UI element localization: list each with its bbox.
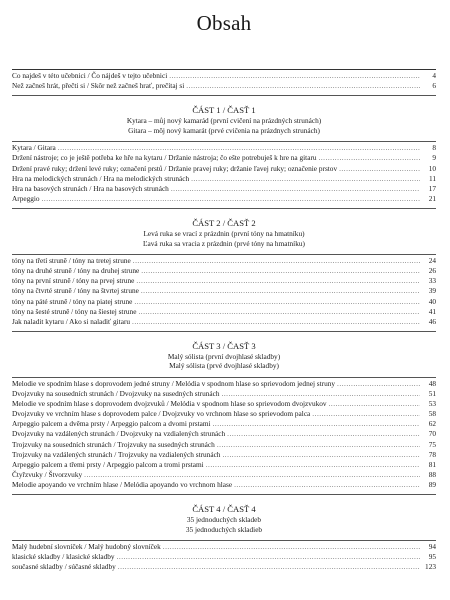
toc-entry[interactable] <box>12 419 436 429</box>
entry-label: Arpeggio palcem a dvěma prsty / Arpeggio palcom a dvomi prstami <box>12 419 211 429</box>
entry-page: 70 <box>428 429 436 439</box>
section-divider <box>12 254 436 255</box>
toc-entry[interactable] <box>12 307 436 317</box>
section-divider <box>12 494 436 495</box>
section-divider <box>12 141 436 142</box>
entry-page: 78 <box>428 449 436 459</box>
entry-page: 33 <box>428 276 436 286</box>
section-divider <box>12 540 436 541</box>
toc-entry[interactable] <box>12 562 436 572</box>
part-heading: ČÁST 2 / ČASŤ 2 <box>192 217 256 228</box>
entry-label: tóny na čtvrté struně / tóny na štvrtej strune <box>12 286 139 296</box>
toc-entry[interactable] <box>12 153 436 163</box>
entry-label: tóny na páté struně / tóny na piatej strune <box>12 296 133 306</box>
dot-leader <box>138 307 420 317</box>
entry-label: Trojzvuky na vzdálených strunách / Trojzvuky na vzdialených strunách <box>12 449 221 459</box>
entry-page: 46 <box>428 316 436 326</box>
dot-leader <box>234 480 420 490</box>
entry-page: 88 <box>428 469 436 479</box>
toc-entry[interactable] <box>12 450 436 460</box>
entry-label: klasické skladby / klasické skladby <box>12 552 115 562</box>
toc-entry[interactable] <box>12 194 436 204</box>
entry-page: 10 <box>428 163 436 173</box>
dot-leader <box>319 153 420 163</box>
entry-label: Hra na melodických strunách / Hra na melodických strunách <box>12 173 190 183</box>
toc-entry[interactable] <box>12 470 436 480</box>
toc-entry[interactable] <box>12 542 436 552</box>
dot-leader <box>339 164 420 174</box>
dot-leader <box>222 450 420 460</box>
entry-label: Arpeggio <box>12 193 40 203</box>
dot-leader <box>133 256 420 266</box>
dot-leader <box>171 184 420 194</box>
part-3-header <box>12 340 436 371</box>
entry-page: 24 <box>428 256 436 266</box>
entry-label: současné skladby / súčasné skladby <box>12 562 116 572</box>
dot-leader <box>118 562 420 572</box>
entry-label: Čtyřzvuky / Štvorzvuky <box>12 469 83 479</box>
dot-leader <box>191 174 420 184</box>
section-divider <box>12 377 436 378</box>
dot-leader <box>337 379 420 389</box>
dot-leader <box>329 399 420 409</box>
entry-label: tóny na druhé struně / tóny na druhej strune <box>12 266 140 276</box>
part-subtitle: Kytara – můj nový kamarád (první cvičení na prázdných strunách) <box>126 116 322 126</box>
toc-entry[interactable] <box>12 164 436 174</box>
entry-page: 94 <box>428 542 436 552</box>
toc-entry[interactable] <box>12 286 436 296</box>
part-4-header <box>12 503 436 534</box>
entry-label: Trojzvuky na sousedních strunách / Trojzvuky na susedných strunách <box>12 439 215 449</box>
entry-page: 8 <box>432 143 436 153</box>
entry-label: Jak naladit kytaru / Ako si naladiť gitaru <box>12 316 131 326</box>
dot-leader <box>217 440 420 450</box>
dot-leader <box>227 429 420 439</box>
entry-page: 75 <box>428 439 436 449</box>
part-subtitle: 35 jednoduchých skladeb <box>186 515 262 524</box>
entry-label: Dvojzvuky ve vrchním hlase s doprovodem palce / Dvojzvuky vo vrchnom hlase so sprievodom palca <box>12 409 311 419</box>
entry-label: Malý hudební slovníček / Malý hudobný slovníček <box>12 542 161 552</box>
toc-entry[interactable] <box>12 389 436 399</box>
dot-leader <box>163 542 420 552</box>
page-title: Obsah <box>196 11 252 35</box>
entry-page: 41 <box>428 306 436 316</box>
toc-entry[interactable] <box>12 409 436 419</box>
dot-leader <box>213 419 420 429</box>
dot-leader <box>58 143 420 153</box>
toc-entry[interactable] <box>12 276 436 286</box>
dot-leader <box>117 552 420 562</box>
section-divider <box>12 331 436 332</box>
entry-label: Dvojzvuky na sousedních strunách / Dvojzvuky na susedných strunách <box>12 389 220 399</box>
part-subtitle: Gitara – môj nový kamarát (prvé cvičenia na prázdnych strunách) <box>128 125 320 135</box>
intro-list <box>12 71 436 91</box>
entry-label: Dvojzvuky na vzdálených strunách / Dvojzvuky na vzdialených strunách <box>12 429 226 439</box>
entry-page: 11 <box>428 173 436 183</box>
dot-leader <box>42 194 420 204</box>
entry-label: tóny na třetí struně / tóny na tretej strune <box>12 256 131 266</box>
entry-label: Než začneš hrát, přečti si / Skôr než začneš hrať, prečítaj si <box>12 81 185 91</box>
toc-entry[interactable] <box>12 256 436 266</box>
entry-label: Kytara / Gitara <box>12 143 56 153</box>
entry-label: Co najdeš v této učebnici / Čo nájdeš v tejto učebnici <box>12 71 168 80</box>
entry-page: 53 <box>428 399 436 409</box>
toc-entry[interactable] <box>12 81 436 91</box>
part-subtitle: Levá ruka se vrací z prázdnin (první tóny na hmatníku) <box>143 228 305 238</box>
dot-leader <box>312 409 420 419</box>
entry-label: Držení pravé ruky; držení levé ruky; označení prstů / Držanie pravej ruky; držanie ľavej ruky; označenie prstov <box>12 163 338 173</box>
toc-entry[interactable] <box>12 460 436 470</box>
entry-page: 95 <box>428 552 436 562</box>
section-divider <box>12 208 436 209</box>
dot-leader <box>136 276 420 286</box>
toc-entry[interactable] <box>12 71 436 81</box>
entry-label: Melodie apoyando ve vrchním hlase / Melódia apoyando vo vrchnom hlase <box>12 479 233 489</box>
entry-page: 26 <box>428 266 436 276</box>
entry-page: 58 <box>428 409 436 419</box>
toc-entry[interactable] <box>12 297 436 307</box>
part-1-list <box>12 143 436 204</box>
part-subtitle: 35 jednoduchých skladieb <box>185 524 263 534</box>
part-heading: ČÁST 4 / ČASŤ 4 <box>192 504 256 514</box>
entry-page: 123 <box>425 562 436 572</box>
entry-page: 21 <box>428 193 436 203</box>
dot-leader <box>186 81 420 91</box>
dot-leader <box>141 286 420 296</box>
entry-page: 4 <box>432 71 436 80</box>
part-subtitle: Ľavá ruka sa vracia z prázdnin (prvé tóny na hmatníku) <box>143 238 305 248</box>
toc-entry[interactable] <box>12 480 436 490</box>
entry-label: tóny na šesté struně / tóny na šiestej strune <box>12 306 137 316</box>
entry-page: 51 <box>428 389 436 399</box>
entry-label: Melodie ve spodním hlase s doprovodem jedné struny / Melódia v spodnom hlase so sprievodom jednej struny <box>12 378 336 388</box>
toc-entry[interactable] <box>12 399 436 409</box>
dot-leader <box>169 71 420 81</box>
part-heading: ČÁST 3 / ČASŤ 3 <box>192 340 256 351</box>
entry-label: Držení nástroje; co je ještě potřeba ke hře na kytaru / Držanie nástroja; čo ešte potrebuješ k hre na gitaru <box>12 153 317 163</box>
part-2-list <box>12 256 436 327</box>
top-divider <box>12 69 436 70</box>
entry-page: 6 <box>432 81 436 91</box>
part-4-list <box>12 542 436 572</box>
section-divider <box>12 95 436 96</box>
toc-entry[interactable] <box>12 379 436 389</box>
part-3-list <box>12 379 436 490</box>
toc-entry[interactable] <box>12 184 436 194</box>
toc-entry[interactable] <box>12 317 436 327</box>
part-subtitle: Malý sólista (prvé dvojhlasé skladby) <box>169 361 279 371</box>
entry-page: 62 <box>428 419 436 429</box>
entry-label: tóny na první struně / tóny na prvej strune <box>12 276 135 286</box>
dot-leader <box>206 460 420 470</box>
dot-leader <box>132 317 420 327</box>
entry-page: 40 <box>428 296 436 306</box>
dot-leader <box>222 389 420 399</box>
toc-entry[interactable] <box>12 440 436 450</box>
entry-page: 17 <box>428 183 436 193</box>
entry-page: 81 <box>428 459 436 469</box>
toc-entry[interactable] <box>12 266 436 276</box>
part-2-header <box>12 217 436 248</box>
toc-entry[interactable] <box>12 429 436 439</box>
entry-page: 89 <box>428 479 436 489</box>
dot-leader <box>141 266 420 276</box>
toc-entry[interactable] <box>12 552 436 562</box>
toc-entry[interactable] <box>12 143 436 153</box>
entry-page: 39 <box>428 286 436 296</box>
entry-label: Hra na basových strunách / Hra na basových strunách <box>12 183 169 193</box>
part-subtitle: Malý sólista (první dvojhlasé skladby) <box>167 351 281 361</box>
entry-label: Arpeggio palcem a třemi prsty / Arpeggio palcom a tromi prstami <box>12 459 204 469</box>
dot-leader <box>84 470 420 480</box>
part-heading: ČÁST 1 / ČASŤ 1 <box>192 105 256 116</box>
entry-label: Melodie ve spodním hlase s doprovodem dvojzvuků / Melódia v spodnom hlase so sprievodom dvojzvukov <box>12 399 327 409</box>
entry-page: 48 <box>428 378 436 388</box>
part-1-header <box>12 104 436 135</box>
entry-page: 9 <box>432 153 436 163</box>
dot-leader <box>134 297 420 307</box>
toc-entry[interactable] <box>12 174 436 184</box>
